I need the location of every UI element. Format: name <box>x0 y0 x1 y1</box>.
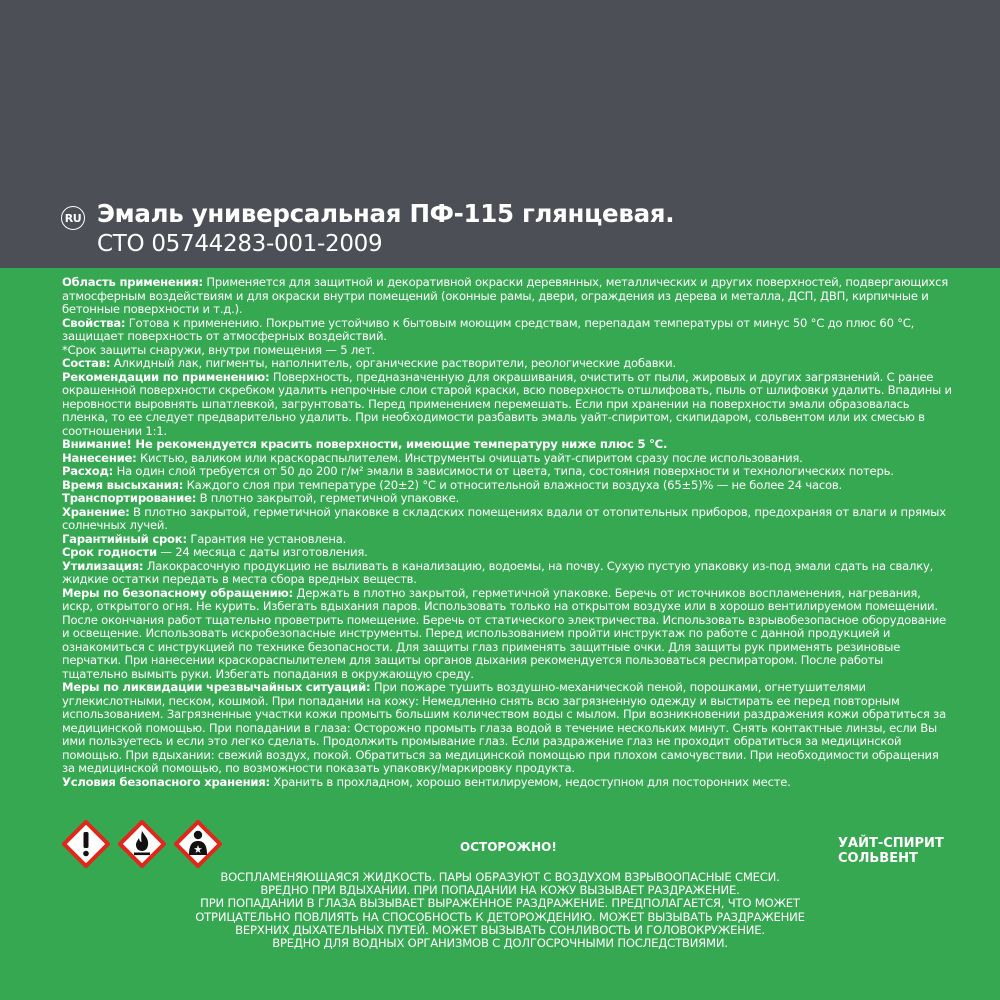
exclamation-mark-icon <box>62 820 110 868</box>
section-text: Кистью, валиком или краскораспылителем. Инструменты очищать уайт-спиритом сразу после использования. <box>136 450 803 465</box>
section-label: Нанесение: <box>62 450 137 465</box>
hazard-statement: ПРИ ПОПАДАНИИ В ГЛАЗА ВЫЗЫВАЕТ ВЫРАЖЕННОЕ РАЗДРАЖЕНИЕ. ПРЕДПОЛАГАЕТСЯ, ЧТО МОЖЕТ <box>200 896 800 911</box>
section-application <box>62 276 952 317</box>
solvent-list <box>838 836 944 866</box>
section-consumption <box>62 465 952 479</box>
section-storage <box>62 506 952 533</box>
section-text: — 24 месяца с даты изготовления. <box>156 545 368 559</box>
section-label: Условия безопасного хранения: <box>62 774 270 789</box>
section-label: Гарантийный срок: <box>62 531 187 546</box>
section-text: В плотно закрытой, герметичной упаковке в складских помещениях вдали от отопительных приборов, предохраняя от влаги и прямых солнечных лучей. <box>62 504 946 532</box>
country-badge-icon: RU <box>61 206 85 230</box>
header-band <box>0 0 1000 268</box>
section-label: Транспортирование: <box>62 491 197 505</box>
section-label: Хранение: <box>62 504 130 519</box>
section-properties <box>62 317 952 344</box>
standard-number: СТО 05744283-001-2009 <box>97 231 383 257</box>
section-text: Держать в плотно закрытой, герметичной упаковке. Беречь от источников воспламенения, нагревания, искр, открытого огня. Не курить. Избегать вдыхания паров. Использовать только на открытом воздухе или в хорошо вентилируемом помещении. После окончания работ тщательно проветрить помещение. Беречь от статического электричества. Использовать взрывобезопасное оборудование и освещение. Использовать искробезопасные инструменты. Перед использованием пройти инструктаж по работе с данной продукцией и ознакомиться с инструкцией по технике безопасности. Для защиты глаз применять защитные очки. Для защиты рук применять резиновые перчатки. При нанесении краскораспылителем для защиты органов дыхания рекомендуется пользоваться респиратором. После работы тщательно вымыть руки. Избегать попадания в окружающую среду. <box>62 585 947 681</box>
section-protection-term <box>62 344 952 358</box>
section-warning <box>62 438 952 452</box>
section-label: Расход: <box>62 464 114 478</box>
section-text: В плотно закрытой, герметичной упаковке. <box>196 491 459 505</box>
hazard-statement: ВОСПЛАМЕНЯЮЩАЯСЯ ЖИДКОСТЬ. ПАРЫ ОБРАЗУЮТ С ВОЗДУХОМ ВЗРЫВООПАСНЫЕ СМЕСИ. <box>220 870 780 884</box>
flame-icon <box>118 820 166 868</box>
hazard-statement: ОТРИЦАТЕЛЬНО ПОВЛИЯТЬ НА СПОСОБНОСТЬ К ДЕТОРОЖДЕНИЮ. МОЖЕТ ВЫЗЫВАТЬ РАЗДРАЖЕНИЕ <box>195 909 805 924</box>
solvent-item: УАЙТ-СПИРИТ <box>838 836 944 851</box>
section-transport <box>62 492 952 506</box>
solvent-item: СОЛЬВЕНТ <box>838 851 918 866</box>
section-text: Хранить в прохладном, хорошо вентилируемом, недоступном для посторонних месте. <box>269 774 791 789</box>
section-safe-storage <box>62 776 952 790</box>
section-drying-time <box>62 479 952 493</box>
product-title: Эмаль универсальная ПФ-115 глянцевая. <box>97 199 675 228</box>
section-text: Готова к применению. Покрытие устойчиво к бытовым моющим средствам, перепадам температуры от минус 50 °С до плюс 60 °С, защищает поверхность от атмосферных воздействий. <box>62 315 915 343</box>
health-hazard-icon <box>174 820 222 868</box>
section-label: Свойства: <box>62 315 126 330</box>
section-safe-handling <box>62 587 952 682</box>
hazard-statement: ВРЕДНО ДЛЯ ВОДНЫХ ОРГАНИЗМОВ С ДОЛГОСРОЧНЫМИ ПОСЛЕДСТВИЯМИ. <box>272 936 728 951</box>
section-label: Внимание! Не рекомендуется красить поверхности, имеющие температуру ниже плюс 5 °С. <box>62 437 668 451</box>
section-disposal <box>62 560 952 587</box>
hazard-statements <box>160 871 840 950</box>
section-label: Область применения: <box>62 275 203 289</box>
hazard-statement: ВЕРХНИХ ДЫХАТЕЛЬНЫХ ПУТЕЙ. МОЖЕТ ВЫЗЫВАТЬ СОНЛИВОСТЬ И ГОЛОВОКРУЖЕНИЕ. <box>235 922 765 937</box>
section-text: Лакокрасочную продукцию не выливать в канализацию, водоемы, на почву. Сухую пустую упаковку из-под эмали сдать на свалку, жидкие остатки передать в места сбора вредных веществ. <box>62 558 934 586</box>
section-text: Поверхность, предназначенную для окрашивания, очистить от пыли, жировых и других загрязнений. С ранее окрашенной поверхности скребком удалить непрочные слои старой краски, всю поверхность отшлифовать, пыль от шлифовки удалить. Впадины и неровности выровнять шпатлевкой, загрунтовать. Перед применением перемешать. Если при хранении на поверхности эмали образовалась пленка, то ее следует предварительно удалить. При необходимости разбавить эмаль уайт-спиритом, скипидаром, сольвентом или их смесью в соотношении 1:1. <box>62 369 952 438</box>
product-description <box>62 276 952 789</box>
section-label: Срок годности <box>62 545 157 559</box>
section-composition <box>62 357 952 371</box>
section-text: *Срок защиты снаружи, внутри помещения — 5 лет. <box>62 342 375 357</box>
section-label: Время высыхания: <box>62 477 184 492</box>
section-application-method <box>62 452 952 466</box>
section-label: Состав: <box>62 356 111 370</box>
section-shelf-life <box>62 546 952 560</box>
section-emergency-measures <box>62 681 952 776</box>
section-text: Каждого слоя при температуре (20±2) °С и относительной влажности воздуха (65±5)% — не более 24 часов. <box>183 477 842 492</box>
section-recommendations <box>62 371 952 439</box>
section-label: Рекомендации по применению: <box>62 369 270 384</box>
section-warranty <box>62 533 952 547</box>
signal-word: ОСТОРОЖНО! <box>460 840 557 854</box>
section-text: Гарантия не установлена. <box>186 531 347 546</box>
section-label: Утилизация: <box>62 558 144 573</box>
hazard-pictograms <box>62 820 222 872</box>
section-label: Меры по безопасному обращению: <box>62 585 293 600</box>
section-text: Алкидный лак, пигменты, наполнитель, органические растворители, реологические добавки. <box>110 356 676 370</box>
section-label: Меры по ликвидации чрезвычайных ситуаций: <box>62 680 371 694</box>
section-text: Применяется для защитной и декоративной окраски деревянных, металлических и других поверхностей, подвергающихся атмосферным воздействиям и для окраски внутри помещений (оконные рамы, двери, ограждения из дерева и металла, ДСП, ДВП, кирпичные и бетонные поверхности и т.д.). <box>62 275 948 316</box>
section-text: На один слой требуется от 50 до 200 г/м² эмали в зависимости от цвета, типа, состояния поверхности и технологических потерь. <box>113 464 894 478</box>
hazard-statement: ВРЕДНО ПРИ ВДЫХАНИИ. ПРИ ПОПАДАНИИ НА КОЖУ ВЫЗЫВАЕТ РАЗДРАЖЕНИЕ. <box>260 883 740 898</box>
section-text: При пожаре тушить воздушно-механической пеной, порошками, огнетушителями углекислотными, песком, кошмой. При попадании на кожу: Немедленно снять всю загрязненную одежду и выстирать ее перед повторным использованием. Загрязненные участки кожи промыть большим количеством воды с мылом. При возникновении раздражения кожи обратиться за медицинской помощью. При попадании в глаза: Осторожно промыть глаза водой в течение нескольких минут. Снять контактные линзы, если Вы ими пользуетесь и если это легко сделать. Продолжить промывание глаз. Если раздражение глаз не проходит обратиться за медицинской помощью. При вдыхании: свежий воздух, покой. Обратиться за медицинской помощью при плохом самочувствии. При необходимости обращения за медицинской помощью, по возможности показать упаковку/маркировку продукта. <box>62 680 946 775</box>
